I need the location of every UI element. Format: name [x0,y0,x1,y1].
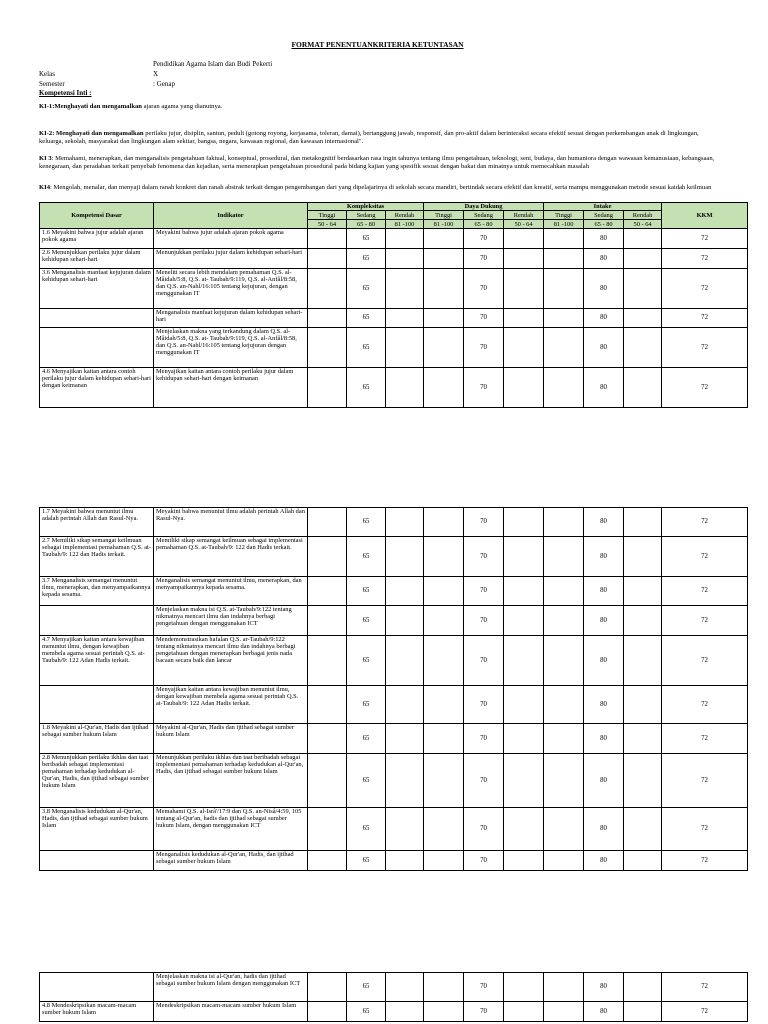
kkm-cell: 72 [662,249,748,269]
daya-dukung-rendah-cell [504,808,544,851]
intake-tinggi-cell [544,508,584,537]
header-level: Rendah [386,211,424,220]
daya-dukung-rendah-cell [504,368,544,408]
intake-rendah-cell [624,368,662,408]
kkm-cell: 72 [662,724,748,754]
kompleksitas-rendah-cell [386,537,424,577]
kompetensi-dasar-cell [40,606,154,636]
daya-dukung-rendah-cell [504,577,544,606]
indikator-cell: Menunjukkan perilaku jujur dalam kehidupan sehari-hari [154,249,308,269]
kkm-cell: 72 [662,508,748,537]
intake-rendah-cell [624,577,662,606]
daya-dukung-tinggi-cell [424,606,464,636]
table-row [40,229,748,249]
intake-rendah-cell [624,229,662,249]
ki3-paragraph [39,155,719,171]
daya-dukung-sedang-cell: 70 [464,577,504,606]
kkm-cell: 72 [662,328,748,368]
header-range: 65 - 80 [464,220,504,229]
indikator-cell: Menjelaskan makna isi al-Qur'an, hadis dan ijtihad sebagai sumber hukum Islam dengan menggunakan ICT [154,973,308,1002]
table-row [40,754,748,808]
intake-sedang-cell: 80 [584,328,624,368]
kkm-cell: 72 [662,229,748,249]
daya-dukung-tinggi-cell [424,249,464,269]
kompleksitas-rendah-cell [386,1002,424,1022]
subject-value: Pendidikan Agama Islam dan Budi Pekerti [153,60,273,68]
kompetensi-dasar-cell: 2.8 Menunjukkan perilaku ikhlas dan taat beribadah sebagai implementasi pemahaman terhadap kedudukan al-Qur'an, Hadis, dan ijtihad sebagai sumber hukum Islam [40,754,154,808]
kkm-cell: 72 [662,1002,748,1022]
intake-tinggi-cell [544,577,584,606]
kompleksitas-rendah-cell [386,724,424,754]
header-level: Sedang [584,211,624,220]
kompleksitas-tinggi-cell [308,606,347,636]
intake-sedang-cell: 80 [584,636,624,686]
daya-dukung-sedang-cell: 70 [464,636,504,686]
intake-sedang-cell: 80 [584,309,624,328]
daya-dukung-sedang-cell: 70 [464,606,504,636]
kompleksitas-rendah-cell [386,309,424,328]
kompetensi-dasar-cell: 1.8 Meyakini al-Qur'an, Hadis dan ijtihad sebagai sumber hukum Islam [40,724,154,754]
intake-sedang-cell: 80 [584,577,624,606]
daya-dukung-tinggi-cell [424,754,464,808]
header-range: 50 - 64 [504,220,544,229]
intake-tinggi-cell [544,851,584,871]
intake-sedang-cell: 80 [584,724,624,754]
intake-rendah-cell [624,606,662,636]
indikator-cell: Menganalisis kedudukan al-Qur'an, Hadis, dan ijtihad sebagai sumber hukum Islam [154,851,308,871]
ki1-label: KI-1:Menghayati dan mengamalkan [39,103,142,110]
table-row [40,368,748,408]
daya-dukung-sedang-cell: 70 [464,537,504,577]
table-row [40,577,748,606]
kompetensi-dasar-cell [40,309,154,328]
kompleksitas-tinggi-cell [308,636,347,686]
header-level: Rendah [624,211,662,220]
kelas-label: Kelas [39,70,55,78]
header-level: Tinggi [544,211,584,220]
kompleksitas-rendah-cell [386,368,424,408]
kompleksitas-tinggi-cell [308,328,347,368]
daya-dukung-rendah-cell [504,1002,544,1022]
intake-rendah-cell [624,808,662,851]
kompleksitas-sedang-cell: 65 [347,368,386,408]
daya-dukung-tinggi-cell [424,636,464,686]
table-row [40,808,748,851]
kompleksitas-sedang-cell: 65 [347,851,386,871]
daya-dukung-tinggi-cell [424,851,464,871]
intake-tinggi-cell [544,973,584,1002]
intake-sedang-cell: 80 [584,851,624,871]
kompetensi-dasar-cell [40,686,154,724]
kompleksitas-sedang-cell: 65 [347,973,386,1002]
daya-dukung-sedang-cell: 70 [464,269,504,309]
table-row [40,686,748,724]
kkm-cell: 72 [662,686,748,724]
daya-dukung-tinggi-cell [424,973,464,1002]
kompetensi-dasar-cell: 3.6 Menganalisis manfaat kejujuran dalam kehidupan sehari-hari [40,269,154,309]
ki2-text: perilaku jujur, disiplin, santun, peduli (gotong royong, kerjasama, toleran, damai), bertanggung jawab, responsif, dan pro-aktif dalam berinteraksi secara efektif sesuai dengan perkembangan anak di lingkungan, keluarga, sekolah, masyarakat dan lingkungan alam sekitar, bangsa, negara, kawasan regional, dan kawasan internasional". [39,130,699,145]
daya-dukung-rendah-cell [504,754,544,808]
kompleksitas-tinggi-cell [308,724,347,754]
daya-dukung-tinggi-cell [424,577,464,606]
daya-dukung-sedang-cell: 70 [464,229,504,249]
kompleksitas-tinggi-cell [308,508,347,537]
kkm-cell: 72 [662,606,748,636]
intake-rendah-cell [624,508,662,537]
kkm-cell: 72 [662,537,748,577]
table-row [40,636,748,686]
intake-rendah-cell [624,636,662,686]
kompleksitas-rendah-cell [386,229,424,249]
kompleksitas-sedang-cell: 65 [347,269,386,309]
intake-tinggi-cell [544,249,584,269]
kompleksitas-sedang-cell: 65 [347,1002,386,1022]
kompleksitas-tinggi-cell [308,577,347,606]
indikator-cell: Menunjukkan perilaku ikhlas dan taat beribadah sebagai implementasi pemahaman terhadap kedudukan al-Qur'an, Hadis, dan ijtihad sebagai sumber hukum Islam [154,754,308,808]
kompleksitas-sedang-cell: 65 [347,808,386,851]
intake-sedang-cell: 80 [584,229,624,249]
semester-value: : Genap [153,80,175,88]
table-row [40,851,748,871]
daya-dukung-sedang-cell: 70 [464,1002,504,1022]
table-row [40,606,748,636]
intake-tinggi-cell [544,328,584,368]
kompleksitas-rendah-cell [386,636,424,686]
daya-dukung-tinggi-cell [424,724,464,754]
kompetensi-inti-heading: Kompetensi Inti : [39,89,92,97]
header-range: 50 - 64 [624,220,662,229]
kompleksitas-rendah-cell [386,686,424,724]
ki4-label: KI4 [39,184,50,191]
daya-dukung-tinggi-cell [424,508,464,537]
table-row [40,269,748,309]
intake-rendah-cell [624,269,662,309]
daya-dukung-sedang-cell: 70 [464,508,504,537]
intake-sedang-cell: 80 [584,368,624,408]
indikator-cell: Menjelaskan makna isi Q.S. at-Taubah/9:122 tentang nikmatnya mencari ilmu dan indahnya berbagi pengetahuan dengan menggunakan ICT [154,606,308,636]
intake-tinggi-cell [544,537,584,577]
daya-dukung-tinggi-cell [424,309,464,328]
kompleksitas-sedang-cell: 65 [347,309,386,328]
header-level: Sedang [347,211,386,220]
kompleksitas-sedang-cell: 65 [347,328,386,368]
kompetensi-dasar-cell [40,851,154,871]
header-level: Tinggi [308,211,347,220]
kkm-cell: 72 [662,368,748,408]
intake-tinggi-cell [544,724,584,754]
intake-rendah-cell [624,973,662,1002]
kkm-cell: 72 [662,754,748,808]
daya-dukung-rendah-cell [504,973,544,1002]
daya-dukung-rendah-cell [504,636,544,686]
header-kkm: KKM [662,203,748,229]
indikator-cell: Menyajikan kaitan antara contoh perilaku jujur dalam kehidupan sehari-hari dengan keimanan [154,368,308,408]
kompetensi-dasar-cell: 3.8 Menganalisis kedudukan al-Qur'an, Hadis, dan ijtihad sebagai sumber hukum Islam [40,808,154,851]
daya-dukung-tinggi-cell [424,537,464,577]
intake-rendah-cell [624,754,662,808]
intake-tinggi-cell [544,269,584,309]
kompetensi-dasar-cell [40,973,154,1002]
ki1-text: ajaran agama yang dianutnya. [141,103,223,110]
kelas-value: X [153,70,159,78]
indikator-cell: Mendemonstrasikan hafalan Q.S. ar-Taubah/9:122 tentang nikmatnya mencari ilmu dan indahnya berbagi pengetahuan dengan menerapkan berbagai jenis nada bacaan secara baik dan lancar [154,636,308,686]
header-kompleksitas: Kompleksitas [308,203,424,211]
indikator-cell: Menganalisis manfaat kejujuran dalam kehidupan sehari-hari [154,309,308,328]
intake-rendah-cell [624,851,662,871]
intake-rendah-cell [624,309,662,328]
indikator-cell: Menganalisis semangat menuntut ilmu, menerapkan, dan menyampaikannya kepada sesama. [154,577,308,606]
intake-tinggi-cell [544,309,584,328]
kompetensi-dasar-cell: 2.6 Menunjukkan perilaku jujur dalam kehidupan sehari-hari [40,249,154,269]
intake-tinggi-cell [544,808,584,851]
kompleksitas-rendah-cell [386,269,424,309]
ki2-paragraph [39,130,719,146]
daya-dukung-tinggi-cell [424,808,464,851]
kompleksitas-sedang-cell: 65 [347,508,386,537]
table-row [40,1002,748,1022]
kompleksitas-sedang-cell: 65 [347,754,386,808]
daya-dukung-rendah-cell [504,851,544,871]
header-daya-dukung: Daya Dukung [424,203,544,211]
daya-dukung-sedang-cell: 70 [464,328,504,368]
kompleksitas-tinggi-cell [308,269,347,309]
kkm-table-page-1 [39,202,748,408]
daya-dukung-sedang-cell: 70 [464,686,504,724]
daya-dukung-rendah-cell [504,309,544,328]
kkm-cell: 72 [662,851,748,871]
indikator-cell: Meneliti secara lebih mendalam pemahaman Q.S. al-Mâidah/5:8, Q.S. at- Taubah/9:119, Q.S. al-Anfâl/8:58, dan Q.S. an-Nahl/16:105 tentang kejujuran, dengan menggunakan IT [154,269,308,309]
intake-sedang-cell: 80 [584,686,624,724]
table-row [40,724,748,754]
header-intake: Intake [544,203,662,211]
kompleksitas-sedang-cell: 65 [347,249,386,269]
daya-dukung-tinggi-cell [424,269,464,309]
table-row [40,249,748,269]
kompleksitas-sedang-cell: 65 [347,537,386,577]
header-range: 50 - 64 [308,220,347,229]
intake-tinggi-cell [544,229,584,249]
table-row [40,309,748,328]
intake-sedang-cell: 80 [584,973,624,1002]
table-row [40,537,748,577]
kompleksitas-rendah-cell [386,851,424,871]
header-level: Sedang [464,211,504,220]
indikator-cell: Menyajikan kaitan antara kewajiban menuntut ilmu, dengan kewajiban membela agama sesuai perintah Q.S. at-Taubah/9: 122 Adan Hadis terkait. [154,686,308,724]
daya-dukung-sedang-cell: 70 [464,808,504,851]
kompleksitas-rendah-cell [386,577,424,606]
semester-label: Semester [39,80,65,88]
header-range: 81 -100 [386,220,424,229]
indikator-cell: Meyakini al-Qur'an, Hadis dan ijtihad sebagai sumber hukum Islam [154,724,308,754]
indikator-cell: Meyakini bahwa menuntut ilmu adalah perintah Allah dan Rasul-Nya. [154,508,308,537]
daya-dukung-rendah-cell [504,249,544,269]
indikator-cell: Menjelaskan makna yang terkandung dalam Q.S. al-Mâidah/5:8, Q.S. at- Taubah/9:119, Q.S. al-Anfâl/8:58, dan Q.S. an-Nahl/16:105 tentang kejujuran dengan menggunakan IT [154,328,308,368]
kompetensi-dasar-cell: 1.6 Meyakini bahwa jujur adalah ajaran pokok agama [40,229,154,249]
intake-tinggi-cell [544,606,584,636]
kompleksitas-tinggi-cell [308,229,347,249]
daya-dukung-rendah-cell [504,537,544,577]
kompleksitas-tinggi-cell [308,537,347,577]
kompleksitas-tinggi-cell [308,368,347,408]
header-range: 65 - 80 [347,220,386,229]
daya-dukung-rendah-cell [504,229,544,249]
intake-sedang-cell: 80 [584,269,624,309]
intake-sedang-cell: 80 [584,508,624,537]
kompleksitas-rendah-cell [386,808,424,851]
intake-sedang-cell: 80 [584,1002,624,1022]
kkm-table-page-2 [39,507,748,871]
kompetensi-dasar-cell: 4.6 Menyajikan kaitan antara contoh perilaku jujur dalam kehidupan sehari-hari dengan keimanan [40,368,154,408]
header-level: Tinggi [424,211,464,220]
header-range: 81 -100 [424,220,464,229]
kompleksitas-sedang-cell: 65 [347,606,386,636]
daya-dukung-tinggi-cell [424,686,464,724]
daya-dukung-sedang-cell: 70 [464,368,504,408]
intake-rendah-cell [624,328,662,368]
daya-dukung-sedang-cell: 70 [464,249,504,269]
kompleksitas-sedang-cell: 65 [347,636,386,686]
intake-rendah-cell [624,686,662,724]
kompleksitas-tinggi-cell [308,686,347,724]
kkm-cell: 72 [662,269,748,309]
daya-dukung-tinggi-cell [424,1002,464,1022]
kkm-cell: 72 [662,636,748,686]
intake-sedang-cell: 80 [584,754,624,808]
daya-dukung-sedang-cell: 70 [464,309,504,328]
kompleksitas-sedang-cell: 65 [347,724,386,754]
kompleksitas-tinggi-cell [308,851,347,871]
ki1-paragraph [39,103,719,111]
daya-dukung-rendah-cell [504,606,544,636]
daya-dukung-rendah-cell [504,686,544,724]
header-range: 81 -100 [544,220,584,229]
ki3-label: KI 3 [39,155,52,162]
indikator-cell: Mendeskripsikan macam-macam sumber hukum Islam [154,1002,308,1022]
kkm-cell: 72 [662,808,748,851]
kompleksitas-tinggi-cell [308,808,347,851]
kkm-cell: 72 [662,973,748,1002]
kkm-cell: 72 [662,309,748,328]
kompleksitas-tinggi-cell [308,249,347,269]
intake-rendah-cell [624,724,662,754]
indikator-cell: Memahami Q.S. al-Isrâ'/17:9 dan Q.S. an-Nisâ/4:59, 105 tentang al-Qur'an, hadis dan ijtihad sebagai sumber hukum Islam, dengan menggunakan ICT [154,808,308,851]
intake-sedang-cell: 80 [584,249,624,269]
kompleksitas-rendah-cell [386,508,424,537]
kompetensi-dasar-cell: 2.7 Memiliki sikap semangat keilmuan sebagai implementasi pemahaman Q.S. at-Taubah/9: 122 dan Hadis terkait. [40,537,154,577]
ki3-text: : Memahami, menerapkan, dan menganalisis pengetahuan faktual, konseptual, prosedural, dan metakognitif berdasarkan rasa ingin tahunya tentang ilmu pengetahuan, teknologi, seni, budaya, dan humaniora dengan wawasan kemanusiaan, kebangsaan, kenegaraan, dan peradaban terkait penyebab fenomena dan kejadian, serta menerapkan pengetahuan prosedural pada bidang kajian yang spesifik sesuai dengan bakat dan minatnya untuk memecahkan masalah [39,155,715,170]
table-row [40,973,748,1002]
daya-dukung-sedang-cell: 70 [464,973,504,1002]
kompetensi-dasar-cell: 3.7 Menganalisis semangat menuntut ilmu, menerapkan, dan menyampaikannya kepada sesama. [40,577,154,606]
kompetensi-dasar-cell [40,328,154,368]
kompleksitas-tinggi-cell [308,973,347,1002]
daya-dukung-sedang-cell: 70 [464,724,504,754]
intake-sedang-cell: 80 [584,606,624,636]
kompetensi-dasar-cell: 1.7 Meyakini bahwa menuntut ilmu adalah perintah Allah dan Rasul-Nya. [40,508,154,537]
ki4-text: : Mengolah, menalar, dan menyaji dalam ranah konkret dan ranah abstrak terkait dengan pengembangan dari yang dipelajarinya di sekolah secara mandiri, bertindak secara efektif dan kreatif, serta mampu menggunakan metode sesuai kaidah keilmuan [50,184,712,191]
daya-dukung-rendah-cell [504,724,544,754]
kompleksitas-rendah-cell [386,249,424,269]
kompetensi-dasar-cell: 4.7 Menyajikan kaitan antara kewajiban menuntut ilmu, dengan kewajiban membela agama sesuai perintah Q.S. at-Taubah/9: 122 Adan Hadis terkait. [40,636,154,686]
indikator-cell: Memiliki sikap semangat keilmuan sebagai implementasi pemahaman Q.S. at-Taubah/9: 122 dan Hadis terkait. [154,537,308,577]
header-range: 65 - 80 [584,220,624,229]
intake-rendah-cell [624,249,662,269]
daya-dukung-tinggi-cell [424,229,464,249]
ki2-label: KI-2: Menghayati dan mengamalkan [39,130,144,137]
kompleksitas-rendah-cell [386,973,424,1002]
intake-tinggi-cell [544,1002,584,1022]
kkm-table-page-3 [39,972,748,1022]
table-row [40,328,748,368]
kompleksitas-sedang-cell: 65 [347,686,386,724]
kompleksitas-sedang-cell: 65 [347,577,386,606]
kompleksitas-rendah-cell [386,606,424,636]
intake-tinggi-cell [544,754,584,808]
kompleksitas-sedang-cell: 65 [347,229,386,249]
kompleksitas-tinggi-cell [308,1002,347,1022]
kompleksitas-tinggi-cell [308,309,347,328]
kompetensi-dasar-cell: 4.8 Mendeskripsikan macam-macam sumber hukum Islam [40,1002,154,1022]
header-indikator: Indikator [154,203,308,229]
intake-tinggi-cell [544,686,584,724]
intake-rendah-cell [624,1002,662,1022]
daya-dukung-rendah-cell [504,328,544,368]
daya-dukung-sedang-cell: 70 [464,754,504,808]
intake-rendah-cell [624,537,662,577]
header-level: Rendah [504,211,544,220]
daya-dukung-rendah-cell [504,508,544,537]
kkm-cell: 72 [662,577,748,606]
header-kompetensi-dasar: Kompetensi Dasar [40,203,154,229]
document-title: FORMAT PENENTUANKRITERIA KETUNTASAN [291,40,464,49]
kompleksitas-rendah-cell [386,754,424,808]
kompleksitas-rendah-cell [386,328,424,368]
table-row [40,508,748,537]
daya-dukung-tinggi-cell [424,368,464,408]
intake-sedang-cell: 80 [584,537,624,577]
daya-dukung-sedang-cell: 70 [464,851,504,871]
ki4-paragraph [39,184,719,192]
intake-sedang-cell: 80 [584,808,624,851]
daya-dukung-tinggi-cell [424,328,464,368]
indikator-cell: Meyakini bahwa jujur adalah ajaran pokok agama [154,229,308,249]
daya-dukung-rendah-cell [504,269,544,309]
intake-tinggi-cell [544,368,584,408]
kompleksitas-tinggi-cell [308,754,347,808]
intake-tinggi-cell [544,636,584,686]
